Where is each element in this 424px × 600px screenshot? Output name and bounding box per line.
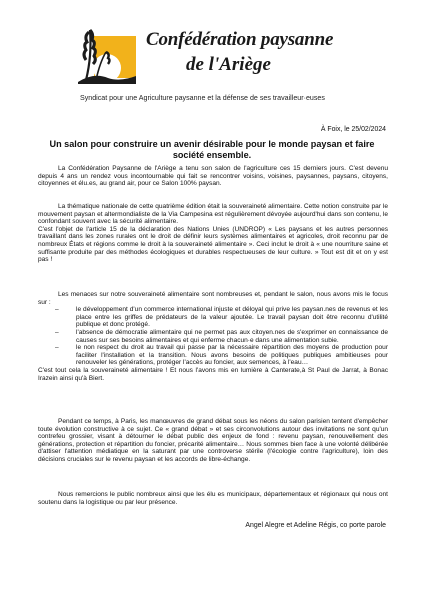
paragraph-thanks bbox=[38, 491, 388, 506]
paragraph-theme bbox=[38, 203, 388, 264]
paragraph-text: Nous remercions le public nombreux ainsi que les élu es municipaux, départementaux et régionaux qui nous ont soutenu dans la logistique ou par leur présence. bbox=[38, 491, 388, 506]
org-tagline: Syndicat pour une Agriculture paysanne et la défense de ses travailleur·euses bbox=[80, 94, 325, 102]
paragraph-text: C'est l'objet de l'article 15 de la déclaration des Nations Unies (UNDROP) « Les paysans et les autres personnes travaillant dans les zones rurales ont le droit de définir leurs systèmes alimentaires et agricoles, droit reconnu par de nombreux États et régions comme le droit à la souveraineté alimentaire ». Ceci inclut le droit à « une nourriture saine et suffisante produite par des méthodes écologiques et durables respectueuses de leur culture. » Tout est dit et on y est pas ! bbox=[38, 225, 388, 264]
paragraph-paris bbox=[38, 418, 388, 464]
list-item: – l'absence de démocratie alimentaire qui ne permet pas aux citoyen.nes de s'exprimer en connaissance de causes sur ses besoins alimentaires et qui enferme chacun·e dans une alimentation subie. bbox=[38, 329, 388, 344]
signature: Angel Alegre et Adeline Régis, co porte parole bbox=[245, 522, 386, 529]
document-title: Un salon pour construire un avenir désirable pour le monde paysan et faire société ensemble. bbox=[49, 139, 375, 160]
org-name-line1: Confédération paysanne bbox=[146, 29, 334, 50]
document-date: À Foix, le 25/02/2024 bbox=[320, 126, 386, 133]
threats-list bbox=[38, 306, 388, 367]
paragraph-text: Les menaces sur notre souveraineté alimentaire sont nombreuses et, pendant le salon, nous avons mis le focus sur : bbox=[38, 291, 388, 306]
paragraph-text: La thématique nationale de cette quatrième édition était la souveraineté alimentaire. Cette notion construite par le mouvement paysan et altermondialiste de la Via Campesina est régulièrement dévoyée aujourd'hui dans son contenu, le confondant souvent avec la sécurité alimentaire. bbox=[38, 203, 388, 226]
paragraph-intro bbox=[38, 165, 388, 188]
list-item: – le développement d'un commerce international injuste et déloyal qui prive les paysan.nes de revenus et les place entre les griffes de prédateurs de la valeur ajoutée. Le travail paysan doit être reconnu d'utilité publique et donc protégé. bbox=[38, 306, 388, 329]
paragraph-text: La Confédération Paysanne de l'Ariège a tenu son salon de l'agriculture ces 15 derniers jours. C'est devenu depuis 4 ans un rendez vous incontournable qui fait se rencontrer voisins, voisines, paysannes, paysans, citoyens, citoyennes et élu.es, au grand air, pour ce Salon 100% paysan. bbox=[38, 165, 388, 188]
sun-and-wheat-logo-icon bbox=[74, 22, 138, 88]
org-name-line2: de l'Ariège bbox=[186, 54, 271, 75]
paragraph-text: Pendant ce temps, à Paris, les manœuvres de grand débat sous les néons du salon parisien tentent d'empêcher toute évolution constructive à ce sujet. Ce « grand débat » et ses circonvolutions autour des invitations ne sont qu'un contrefeu grossier, visant à détourner le débat public des enjeux de fond : revenu paysan, renouvellement des générations, protection et répartition du foncier, précarité alimentaire… Nous sommes bien face à une volonté délibérée d'attiser l'attention médiatique en la saturant par une controverse stérile (l'écologie contre l'agriculture), loin des décisions cruciales sur le revenu paysan et les accords de libre-échange. bbox=[38, 418, 388, 463]
paragraph-text: C'est tout cela la souveraineté alimentaire ! Et nous l'avons mis en lumière à Canterate,à St Paul de Jarrat, à Bonac Irazein ainsi qu'à Biert. bbox=[38, 366, 388, 382]
paragraph-threats bbox=[38, 291, 388, 382]
list-item: – le non respect du droit au travail qui passe par la nécessaire répartition des moyens de production pour faciliter l'installation et la transition. Nous avons besoins de politiques publiques ambitieuses pour renouveler les générations, protéger l'accès au foncier, aux semences, à l'eau… bbox=[38, 344, 388, 367]
